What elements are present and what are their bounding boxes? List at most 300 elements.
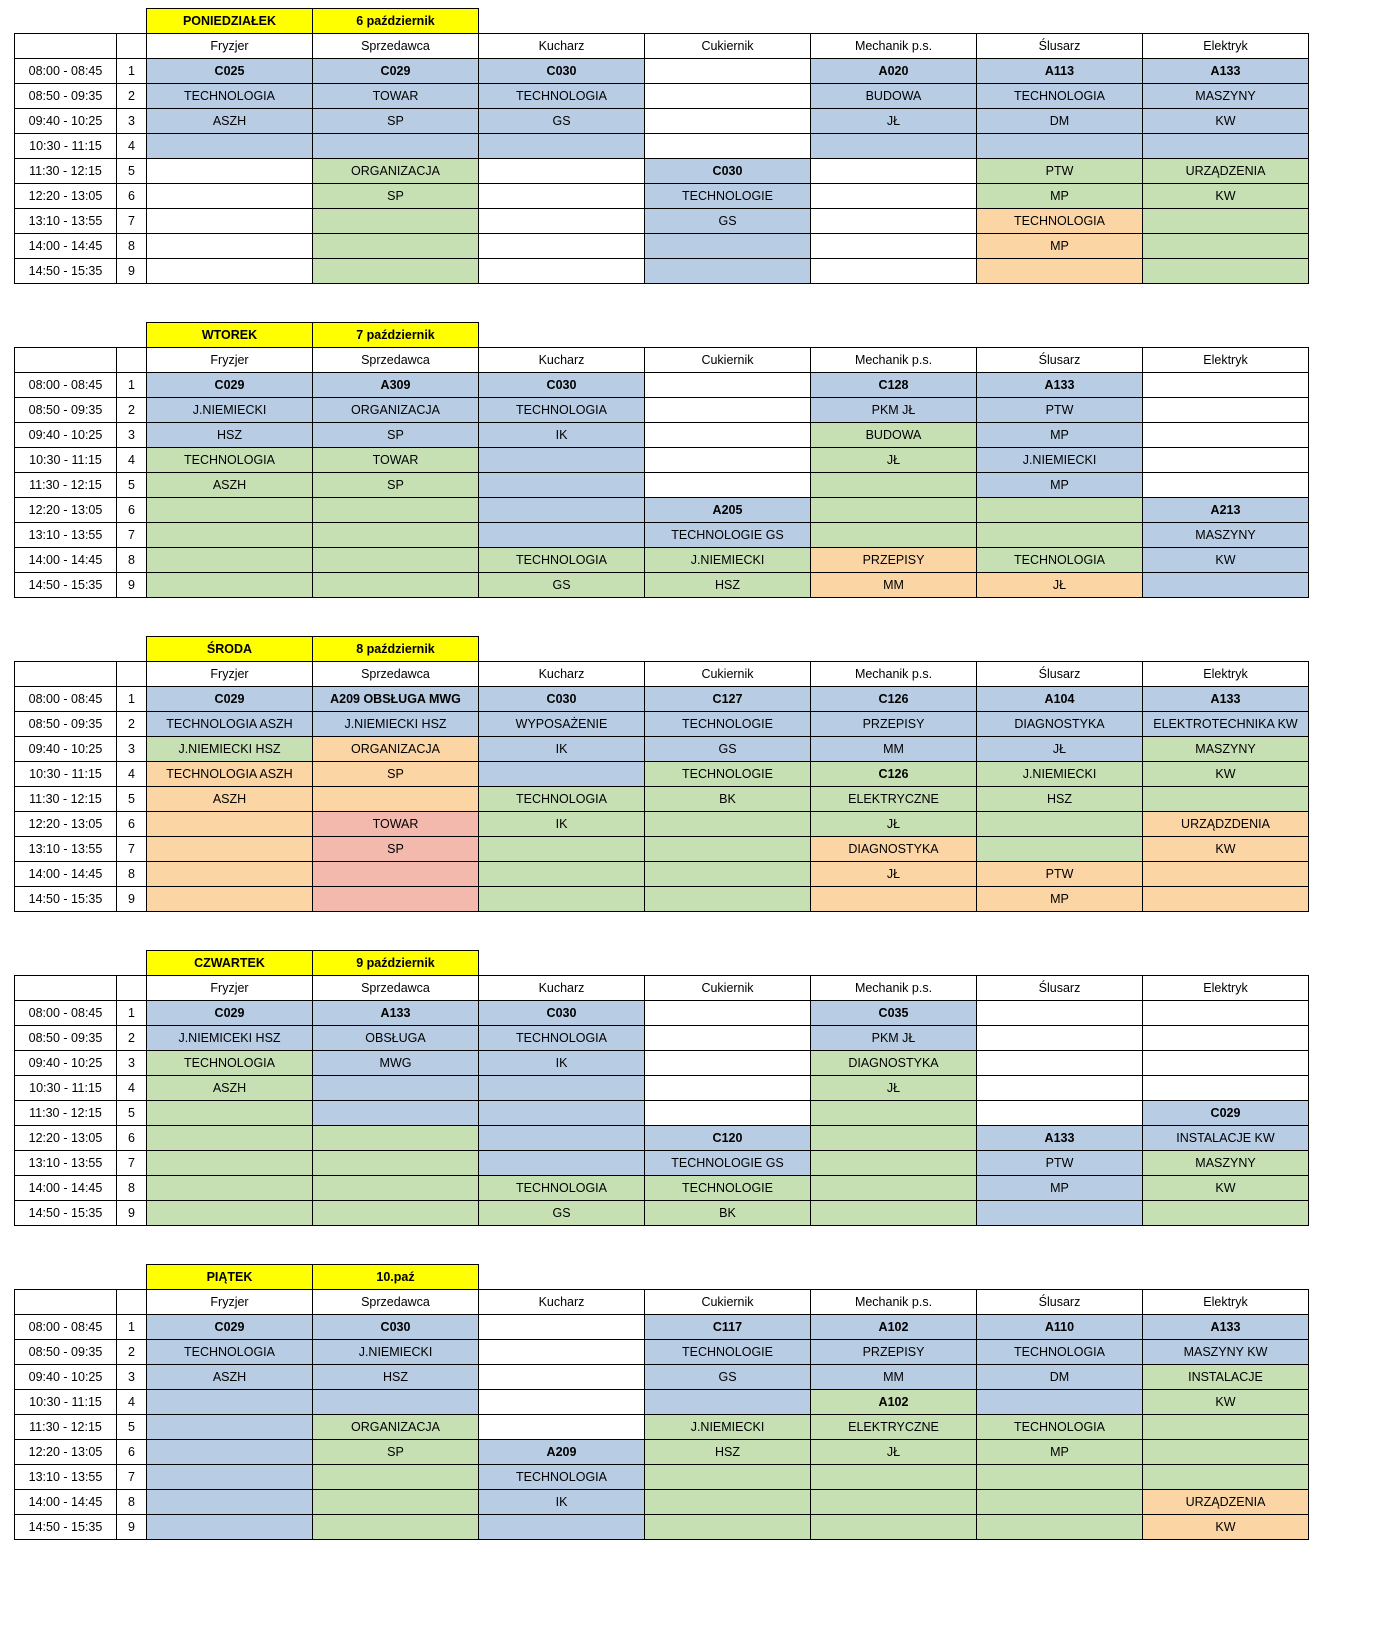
subject-column-header: Cukiernik (645, 662, 811, 687)
schedule-cell (147, 1151, 313, 1176)
schedule-cell: A110 (977, 1315, 1143, 1340)
schedule-cell: TECHNOLOGIE (645, 184, 811, 209)
schedule-cell (479, 159, 645, 184)
schedule-cell (1143, 373, 1309, 398)
period-number: 9 (117, 573, 147, 598)
schedule-cell: HSZ (977, 787, 1143, 812)
schedule-cell (1143, 887, 1309, 912)
schedule-cell: JŁ (977, 737, 1143, 762)
spacer-cell (811, 9, 977, 34)
spacer-cell (977, 1265, 1143, 1290)
schedule-cell (977, 837, 1143, 862)
table-row (15, 84, 1309, 109)
schedule-cell (645, 812, 811, 837)
time-slot: 08:50 - 09:35 (15, 1340, 117, 1365)
schedule-cell (479, 1390, 645, 1415)
schedule-cell: MM (811, 573, 977, 598)
schedule-cell: A133 (1143, 59, 1309, 84)
time-column-header (15, 662, 117, 687)
schedule-cell: JŁ (811, 1076, 977, 1101)
subject-column-header: Sprzedawca (313, 662, 479, 687)
time-column-header (15, 1290, 117, 1315)
schedule-cell: C030 (479, 687, 645, 712)
time-slot: 14:50 - 15:35 (15, 887, 117, 912)
schedule-cell: C126 (811, 687, 977, 712)
schedule-cell: ELEKTRYCZNE (811, 787, 977, 812)
table-row (15, 1315, 1309, 1340)
schedule-cell (479, 523, 645, 548)
schedule-cell (479, 184, 645, 209)
schedule-cell (479, 837, 645, 862)
period-number: 4 (117, 762, 147, 787)
schedule-cell (811, 523, 977, 548)
schedule-cell: ASZH (147, 109, 313, 134)
spacer-cell (117, 1265, 147, 1290)
time-slot: 14:00 - 14:45 (15, 234, 117, 259)
subject-column-header: Elektryk (1143, 348, 1309, 373)
period-number: 4 (117, 448, 147, 473)
day-name: WTOREK (147, 323, 313, 348)
schedule-cell: MP (977, 887, 1143, 912)
schedule-cell (313, 787, 479, 812)
schedule-cell (1143, 1026, 1309, 1051)
table-row (15, 473, 1309, 498)
schedule-cell (479, 209, 645, 234)
schedule-cell (313, 573, 479, 598)
schedule-cell: PRZEPISY (811, 548, 977, 573)
schedule-cell (977, 1051, 1143, 1076)
schedule-cell (147, 1201, 313, 1226)
schedule-cell: KW (1143, 762, 1309, 787)
schedule-cell (147, 1515, 313, 1540)
schedule-cell: TECHNOLOGIE (645, 712, 811, 737)
time-slot: 14:50 - 15:35 (15, 573, 117, 598)
schedule-cell (147, 1176, 313, 1201)
day-date: 10.paź (313, 1265, 479, 1290)
schedule-cell (977, 1515, 1143, 1540)
schedule-cell (147, 234, 313, 259)
schedule-cell: J.NIEMIECKI (977, 448, 1143, 473)
schedule-cell (313, 1126, 479, 1151)
table-row (15, 1440, 1309, 1465)
schedule-cell: ASZH (147, 473, 313, 498)
schedule-cell: KW (1143, 548, 1309, 573)
schedule-cell: BK (645, 1201, 811, 1226)
schedule-cell (479, 448, 645, 473)
schedule-cell: MP (977, 184, 1143, 209)
spacer-cell (1143, 637, 1309, 662)
subject-column-header: Fryzjer (147, 662, 313, 687)
schedule-cell (479, 1515, 645, 1540)
schedule-cell (313, 1515, 479, 1540)
schedule-cell (1143, 473, 1309, 498)
time-slot: 09:40 - 10:25 (15, 109, 117, 134)
day-name: ŚRODA (147, 637, 313, 662)
time-slot: 14:00 - 14:45 (15, 1176, 117, 1201)
spacer-cell (479, 323, 645, 348)
schedule-cell: A113 (977, 59, 1143, 84)
schedule-cell (645, 1101, 811, 1126)
spacer-cell (15, 9, 117, 34)
spacer-cell (1143, 9, 1309, 34)
table-row (15, 712, 1309, 737)
schedule-cell (479, 259, 645, 284)
table-row (15, 887, 1309, 912)
schedule-cell: C117 (645, 1315, 811, 1340)
subject-column-header: Ślusarz (977, 34, 1143, 59)
schedule-cell: TECHNOLOGIE (645, 762, 811, 787)
schedule-cell (313, 1201, 479, 1226)
spacer-cell (15, 1265, 117, 1290)
schedule-cell: TECHNOLOGIA (147, 1051, 313, 1076)
subject-column-header: Kucharz (479, 976, 645, 1001)
subject-column-header: Fryzjer (147, 1290, 313, 1315)
schedule-cell: TECHNOLOGIA (977, 1415, 1143, 1440)
time-slot: 09:40 - 10:25 (15, 423, 117, 448)
schedule-cell: C030 (645, 159, 811, 184)
schedule-cell (1143, 1076, 1309, 1101)
schedule-cell: MASZYNY (1143, 1151, 1309, 1176)
schedule-cell: TECHNOLOGIA (479, 1465, 645, 1490)
schedule-cell (1143, 448, 1309, 473)
schedule-cell: KW (1143, 109, 1309, 134)
day-table (14, 1264, 1309, 1540)
subject-column-header: Mechanik p.s. (811, 1290, 977, 1315)
schedule-cell: DM (977, 109, 1143, 134)
schedule-cell: HSZ (645, 1440, 811, 1465)
schedule-cell: J.NIEMIECKI (977, 762, 1143, 787)
time-slot: 14:50 - 15:35 (15, 1515, 117, 1540)
schedule-cell: TECHNOLOGIA ASZH (147, 712, 313, 737)
schedule-cell (977, 1465, 1143, 1490)
table-row (15, 1415, 1309, 1440)
spacer-cell (15, 951, 117, 976)
time-slot: 08:00 - 08:45 (15, 373, 117, 398)
schedule-cell: TECHNOLOGIA (479, 548, 645, 573)
schedule-cell: MWG (313, 1051, 479, 1076)
schedule-cell (313, 259, 479, 284)
day-block (0, 1264, 1375, 1540)
period-number: 5 (117, 1101, 147, 1126)
subject-column-header: Fryzjer (147, 976, 313, 1001)
period-number: 2 (117, 1340, 147, 1365)
period-number: 1 (117, 59, 147, 84)
period-number: 2 (117, 712, 147, 737)
schedule-cell: IK (479, 1490, 645, 1515)
period-number: 4 (117, 134, 147, 159)
schedule-cell: J.NIEMIECKI (313, 1340, 479, 1365)
schedule-cell: TECHNOLOGIA ASZH (147, 762, 313, 787)
schedule-cell: MP (977, 1176, 1143, 1201)
schedule-cell (811, 1515, 977, 1540)
table-row (15, 134, 1309, 159)
schedule-cell: C029 (147, 373, 313, 398)
schedule-cell: KW (1143, 1515, 1309, 1540)
schedule-cell: ASZH (147, 787, 313, 812)
period-number: 1 (117, 1001, 147, 1026)
schedule-cell (811, 1151, 977, 1176)
schedule-cell (479, 887, 645, 912)
schedule-cell (811, 184, 977, 209)
time-slot: 08:50 - 09:35 (15, 84, 117, 109)
schedule-cell (1143, 1440, 1309, 1465)
schedule-cell: HSZ (147, 423, 313, 448)
schedule-cell (313, 1101, 479, 1126)
schedule-cell: J.NIEMIECKI (645, 1415, 811, 1440)
schedule-cell: TECHNOLOGIE GS (645, 523, 811, 548)
schedule-cell: C029 (1143, 1101, 1309, 1126)
schedule-cell: MP (977, 473, 1143, 498)
schedule-cell (479, 1151, 645, 1176)
time-column-header (15, 348, 117, 373)
period-number: 1 (117, 373, 147, 398)
schedule-cell: C126 (811, 762, 977, 787)
schedule-cell (1143, 134, 1309, 159)
schedule-cell: C035 (811, 1001, 977, 1026)
schedule-cell: GS (645, 209, 811, 234)
spacer-cell (811, 323, 977, 348)
table-row (15, 787, 1309, 812)
schedule-cell: C030 (479, 1001, 645, 1026)
subject-column-header: Kucharz (479, 662, 645, 687)
schedule-cell: IK (479, 1051, 645, 1076)
schedule-cell: KW (1143, 1390, 1309, 1415)
table-row (15, 1201, 1309, 1226)
period-number: 2 (117, 398, 147, 423)
schedule-cell: PTW (977, 1151, 1143, 1176)
time-slot: 08:00 - 08:45 (15, 59, 117, 84)
schedule-cell: SP (313, 109, 479, 134)
time-column-header (15, 34, 117, 59)
period-number: 9 (117, 259, 147, 284)
schedule-cell: SP (313, 184, 479, 209)
schedule-cell (645, 1051, 811, 1076)
spacer-cell (811, 1265, 977, 1290)
day-title-row (15, 323, 1309, 348)
schedule-cell: C120 (645, 1126, 811, 1151)
schedule-cell: GS (645, 737, 811, 762)
subject-column-header: Kucharz (479, 348, 645, 373)
schedule-cell (1143, 1465, 1309, 1490)
schedule-cell (811, 1490, 977, 1515)
schedule-cell: PTW (977, 398, 1143, 423)
spacer-cell (117, 323, 147, 348)
schedule-cell (479, 234, 645, 259)
schedule-cell: IK (479, 737, 645, 762)
table-row (15, 762, 1309, 787)
schedule-cell: JŁ (811, 1440, 977, 1465)
schedule-cell: MASZYNY KW (1143, 1340, 1309, 1365)
period-number: 8 (117, 1490, 147, 1515)
schedule-cell: PTW (977, 862, 1143, 887)
schedule-cell: TOWAR (313, 448, 479, 473)
schedule-cell (313, 548, 479, 573)
schedule-cell: TECHNOLOGIA (977, 1340, 1143, 1365)
schedule-cell: GS (479, 1201, 645, 1226)
table-row (15, 1365, 1309, 1390)
table-row (15, 1001, 1309, 1026)
spacer-cell (15, 637, 117, 662)
schedule-cell: OBSŁUGA (313, 1026, 479, 1051)
table-row (15, 209, 1309, 234)
table-row (15, 1026, 1309, 1051)
schedule-cell (977, 1026, 1143, 1051)
spacer-cell (811, 951, 977, 976)
time-slot: 13:10 - 13:55 (15, 1465, 117, 1490)
schedule-cell: A104 (977, 687, 1143, 712)
schedule-cell (313, 1490, 479, 1515)
schedule-cell: IK (479, 812, 645, 837)
schedule-cell: TECHNOLOGIA (977, 548, 1143, 573)
schedule-cell: TECHNOLOGIE (645, 1340, 811, 1365)
schedule-cell (811, 259, 977, 284)
period-number: 5 (117, 1415, 147, 1440)
subject-column-header: Elektryk (1143, 662, 1309, 687)
period-number: 9 (117, 1515, 147, 1540)
table-row (15, 1126, 1309, 1151)
day-block (0, 950, 1375, 1226)
schedule-cell (645, 423, 811, 448)
schedule-cell: JŁ (811, 109, 977, 134)
time-slot: 11:30 - 12:15 (15, 787, 117, 812)
day-block (0, 322, 1375, 598)
schedule-cell (977, 1390, 1143, 1415)
schedule-cell: WYPOSAŻENIE (479, 712, 645, 737)
schedule-cell: A133 (313, 1001, 479, 1026)
period-number: 8 (117, 548, 147, 573)
schedule-cell: C029 (147, 687, 313, 712)
schedule-cell (147, 209, 313, 234)
time-slot: 11:30 - 12:15 (15, 473, 117, 498)
subject-column-header: Fryzjer (147, 34, 313, 59)
schedule-cell: C128 (811, 373, 977, 398)
schedule-cell: J.NIEMIECKI HSZ (147, 737, 313, 762)
schedule-cell (147, 523, 313, 548)
schedule-cell: J.NIEMIECKI (645, 548, 811, 573)
day-date: 6 październik (313, 9, 479, 34)
schedule-cell (313, 887, 479, 912)
spacer-cell (977, 9, 1143, 34)
time-slot: 09:40 - 10:25 (15, 1365, 117, 1390)
time-slot: 12:20 - 13:05 (15, 812, 117, 837)
schedule-cell: BK (645, 787, 811, 812)
schedule-cell (147, 1101, 313, 1126)
schedule-cell: ELEKTROTECHNIKA KW (1143, 712, 1309, 737)
time-slot: 13:10 - 13:55 (15, 1151, 117, 1176)
time-slot: 08:50 - 09:35 (15, 398, 117, 423)
schedule-cell: INSTALACJE (1143, 1365, 1309, 1390)
schedule-cell: TECHNOLOGIE GS (645, 1151, 811, 1176)
spacer-cell (645, 951, 811, 976)
schedule-cell (313, 498, 479, 523)
period-number: 5 (117, 159, 147, 184)
table-row (15, 1515, 1309, 1540)
subject-column-header: Cukiernik (645, 348, 811, 373)
time-slot: 14:00 - 14:45 (15, 1490, 117, 1515)
schedule-cell: DIAGNOSTYKA (977, 712, 1143, 737)
period-number: 3 (117, 1365, 147, 1390)
schedule-cell: A102 (811, 1315, 977, 1340)
subject-column-header: Mechanik p.s. (811, 348, 977, 373)
subject-column-header: Cukiernik (645, 976, 811, 1001)
schedule-cell (645, 373, 811, 398)
schedule-cell: SP (313, 837, 479, 862)
time-slot: 08:50 - 09:35 (15, 1026, 117, 1051)
schedule-cell: C029 (313, 59, 479, 84)
table-row (15, 59, 1309, 84)
schedule-cell (811, 1201, 977, 1226)
schedule-cell (313, 862, 479, 887)
table-row (15, 448, 1309, 473)
schedule-cell (147, 1490, 313, 1515)
schedule-cell: KW (1143, 1176, 1309, 1201)
period-number: 4 (117, 1390, 147, 1415)
period-number: 7 (117, 523, 147, 548)
table-row (15, 373, 1309, 398)
spacer-cell (1143, 951, 1309, 976)
subject-column-header: Sprzedawca (313, 976, 479, 1001)
table-row (15, 737, 1309, 762)
day-block (0, 8, 1375, 284)
schedule-cell: A102 (811, 1390, 977, 1415)
schedule-cell: ORGANIZACJA (313, 737, 479, 762)
schedule-cell: HSZ (313, 1365, 479, 1390)
schedule-cell: BUDOWA (811, 84, 977, 109)
day-table (14, 950, 1309, 1226)
schedule-cell: MM (811, 1365, 977, 1390)
time-slot: 12:20 - 13:05 (15, 1126, 117, 1151)
period-number: 6 (117, 1440, 147, 1465)
schedule-cell (645, 448, 811, 473)
period-number: 9 (117, 1201, 147, 1226)
subject-column-header: Elektryk (1143, 976, 1309, 1001)
table-row (15, 234, 1309, 259)
day-title-row (15, 9, 1309, 34)
subject-column-header: Sprzedawca (313, 1290, 479, 1315)
schedule-cell (977, 1076, 1143, 1101)
schedule-cell (147, 1415, 313, 1440)
schedule-cell: JŁ (811, 812, 977, 837)
schedule-cell: A133 (1143, 687, 1309, 712)
schedule-cell: TECHNOLOGIA (479, 398, 645, 423)
schedule-cell: C030 (479, 373, 645, 398)
schedule-cell (811, 473, 977, 498)
period-number: 3 (117, 1051, 147, 1076)
period-number: 1 (117, 1315, 147, 1340)
schedule-cell (147, 812, 313, 837)
period-number: 7 (117, 1465, 147, 1490)
subject-column-header: Elektryk (1143, 1290, 1309, 1315)
schedule-cell (977, 523, 1143, 548)
table-row (15, 1490, 1309, 1515)
schedule-cell (479, 1126, 645, 1151)
table-row (15, 1076, 1309, 1101)
schedule-cell (479, 498, 645, 523)
table-row (15, 184, 1309, 209)
schedule-cell: MP (977, 234, 1143, 259)
table-row (15, 573, 1309, 598)
schedule-cell (977, 498, 1143, 523)
schedule-cell: TOWAR (313, 84, 479, 109)
schedule-cell: C029 (147, 1001, 313, 1026)
schedule-cell: PRZEPISY (811, 712, 977, 737)
schedule-cell (147, 134, 313, 159)
spacer-cell (977, 637, 1143, 662)
schedule-cell: A309 (313, 373, 479, 398)
schedule-cell (147, 837, 313, 862)
schedule-cell: ELEKTRYCZNE (811, 1415, 977, 1440)
spacer-cell (479, 951, 645, 976)
